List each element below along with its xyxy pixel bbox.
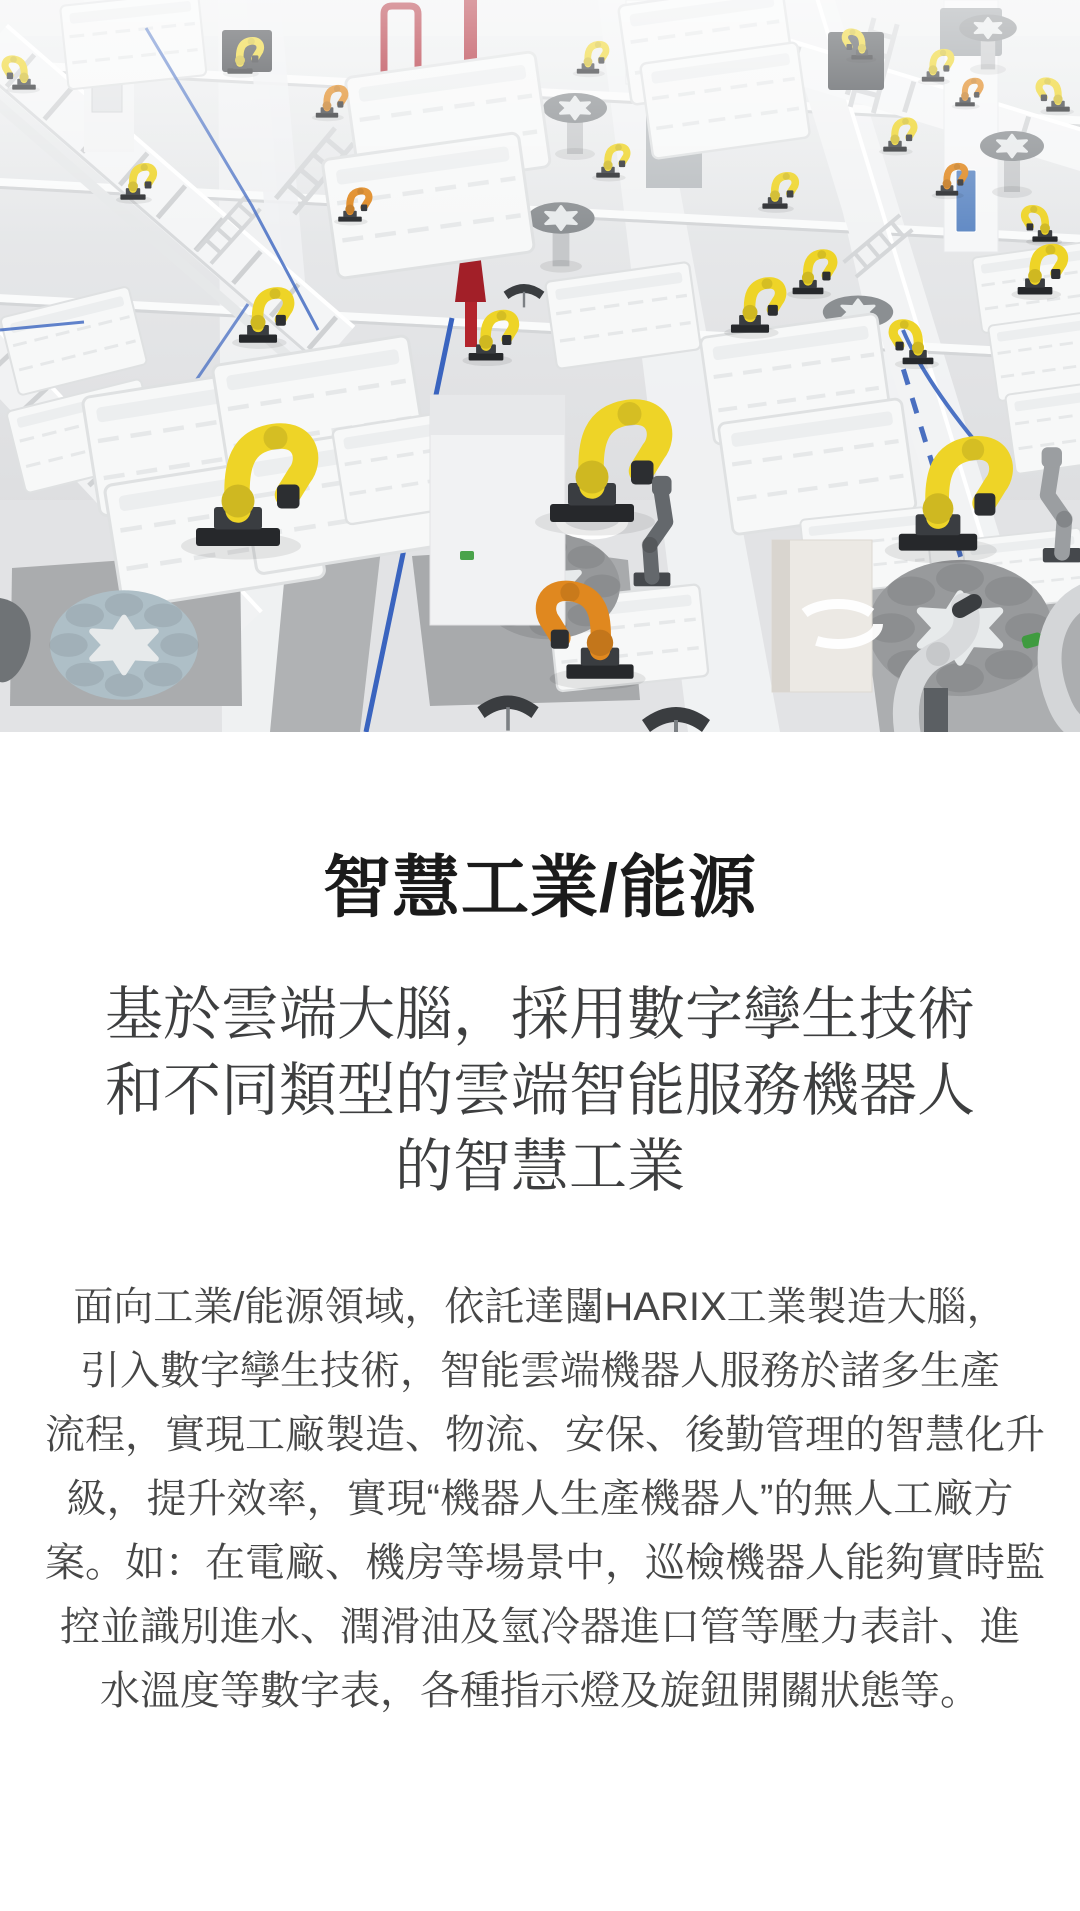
body-text-line: 面向工業/能源領域，依託達闥HARIX工業製造大腦， bbox=[73, 1285, 1007, 1329]
body-text-line: 水溫度等數字表，各種指示燈及旋鈕開關狀態等。 bbox=[100, 1669, 980, 1713]
turntable-disc-left bbox=[49, 590, 198, 700]
body-paragraph bbox=[45, 1275, 1045, 1723]
body-text-line: 案。如：在電廠、機房等場景中，巡檢機器人能夠實時監 bbox=[45, 1541, 1045, 1585]
page-title: 智慧工業/能源 bbox=[323, 850, 757, 926]
hero-image bbox=[0, 0, 1080, 732]
subtitle-line: 基於雲端大腦，採用數字孿生技術 bbox=[104, 982, 975, 1047]
body-text-line: 流程，實現工廠製造、物流、安保、後勤管理的智慧化升 bbox=[45, 1413, 1045, 1457]
body-text-line: 引入數字孿生技術，智能雲端機器人服務於諸多生產 bbox=[80, 1349, 1000, 1393]
hero-illustration bbox=[0, 0, 1080, 732]
body-text-line: 控並識別進水、潤滑油及氫冷器進口管等壓力表計、進 bbox=[60, 1605, 1020, 1649]
subtitle-line: 的智慧工業 bbox=[394, 1134, 685, 1199]
page-subtitle bbox=[0, 977, 1080, 1205]
body-text-line: 級，提升效率，實現“機器人生產機器人”的無人工廠方 bbox=[66, 1477, 1014, 1521]
subtitle-line: 和不同類型的雲端智能服務機器人 bbox=[104, 1058, 975, 1123]
